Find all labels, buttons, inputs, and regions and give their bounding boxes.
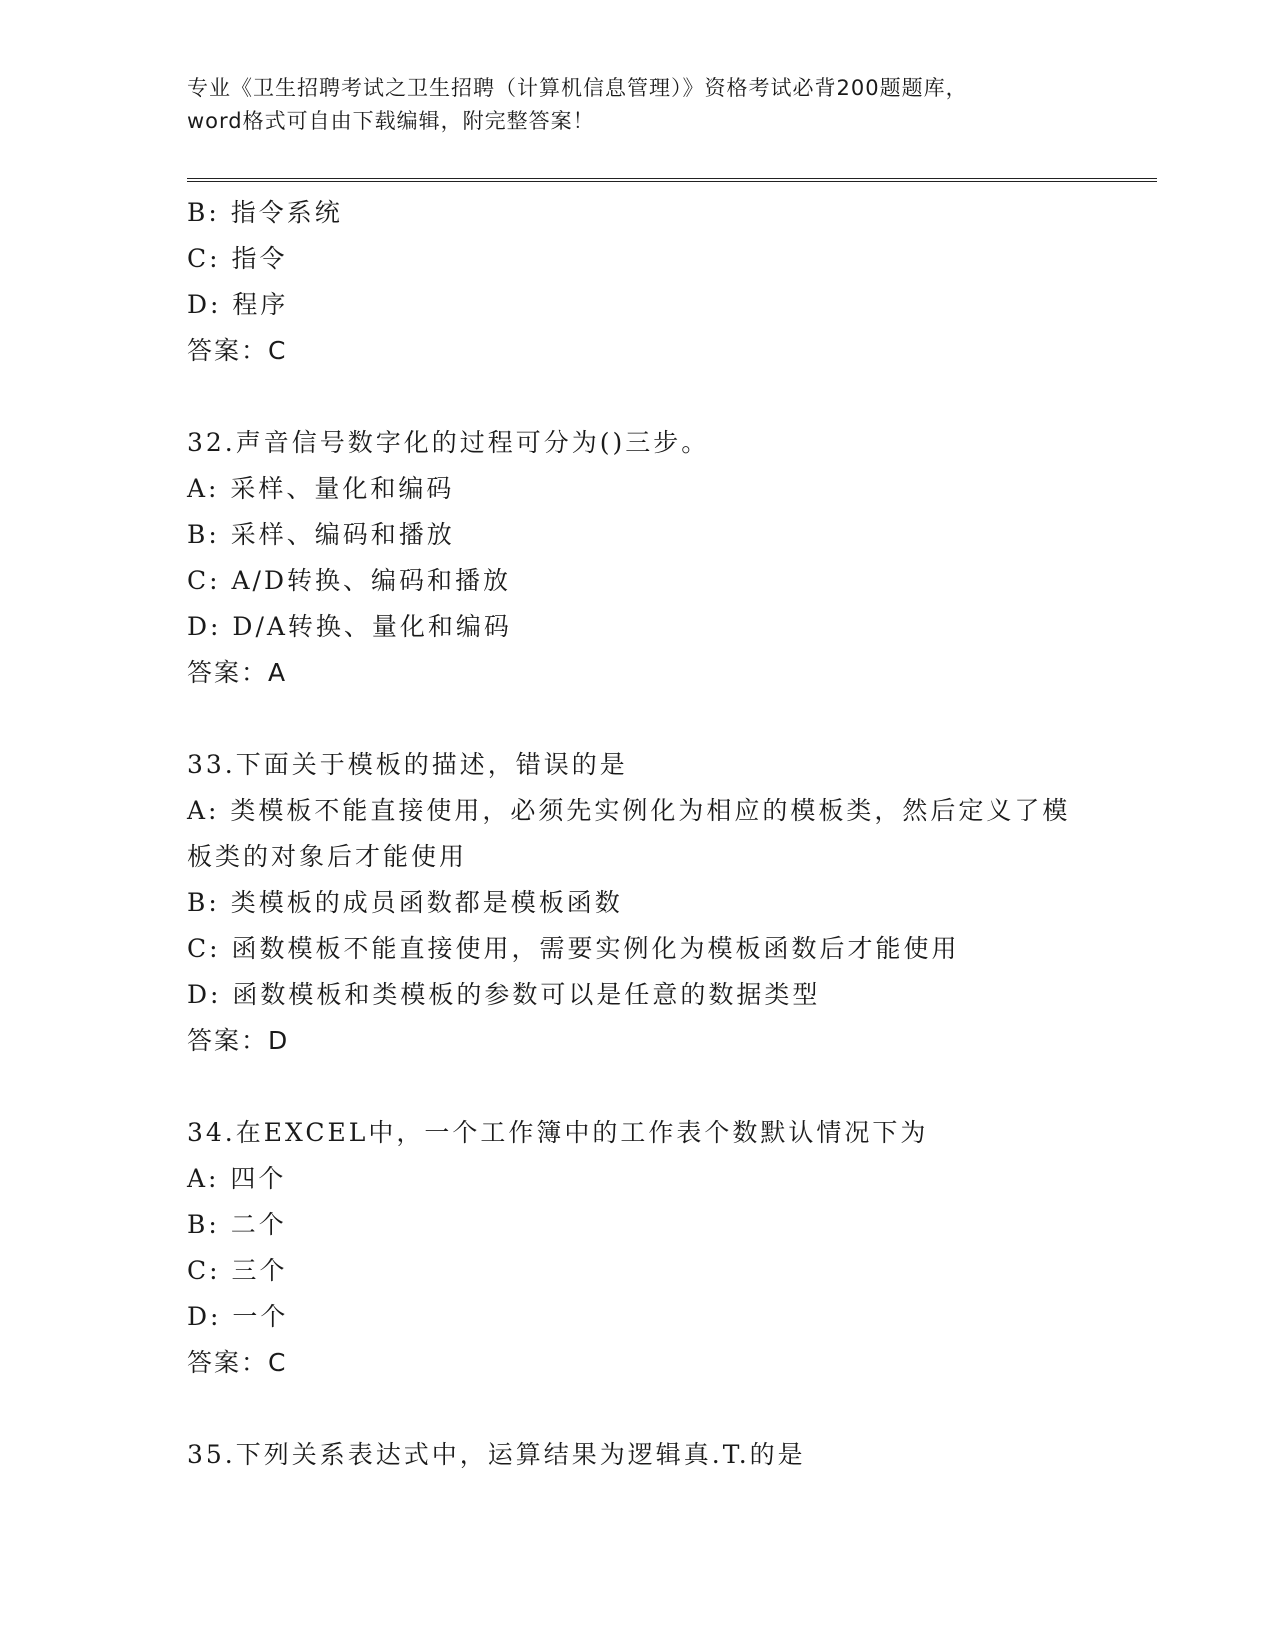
question-32: [187, 420, 1097, 696]
question-31-remainder: [187, 190, 1097, 374]
option-b: B: 指令系统: [187, 198, 343, 227]
header-line-1: 专业《卫生招聘考试之卫生招聘（计算机信息管理）》资格考试必背200题题库，: [187, 76, 968, 100]
answer: 答案：C: [187, 336, 288, 365]
question-stem: 35.下列关系表达式中，运算结果为逻辑真.T.的是: [187, 1440, 806, 1469]
question-33: [187, 742, 1097, 1064]
option-c: C: 函数模板不能直接使用，需要实例化为模板函数后才能使用: [187, 934, 960, 963]
option-b: B: 采样、编码和播放: [187, 520, 455, 549]
question-list: [187, 190, 1097, 1478]
option-c: C: 指令: [187, 244, 288, 273]
document-header: [187, 72, 1087, 138]
option-a: A: 四个: [187, 1164, 287, 1193]
question-35: [187, 1432, 1097, 1478]
header-divider: [187, 178, 1157, 182]
option-c: C: A/D转换、编码和播放: [187, 566, 512, 595]
option-b: B: 类模板的成员函数都是模板函数: [187, 888, 623, 917]
option-d: D: 一个: [187, 1302, 289, 1331]
option-a: A: 采样、量化和编码: [187, 474, 455, 503]
question-stem: 32.声音信号数字化的过程可分为()三步。: [187, 428, 710, 457]
option-d: D: D/A转换、量化和编码: [187, 612, 512, 641]
answer: 答案：A: [187, 658, 288, 687]
answer: 答案：D: [187, 1026, 290, 1055]
answer: 答案：C: [187, 1348, 288, 1377]
question-stem: 34.在EXCEL中，一个工作簿中的工作表个数默认情况下为: [187, 1118, 929, 1147]
option-d: D: 函数模板和类模板的参数可以是任意的数据类型: [187, 980, 821, 1009]
option-b: B: 二个: [187, 1210, 287, 1239]
option-d: D: 程序: [187, 290, 289, 319]
question-34: [187, 1110, 1097, 1386]
question-stem: 33.下面关于模板的描述，错误的是: [187, 750, 628, 779]
option-c: C: 三个: [187, 1256, 288, 1285]
option-a: A: 类模板不能直接使用，必须先实例化为相应的模板类，然后定义了模板类的对象后才能使用: [187, 796, 1071, 871]
header-line-2: word格式可自由下载编辑，附完整答案！: [187, 109, 595, 133]
